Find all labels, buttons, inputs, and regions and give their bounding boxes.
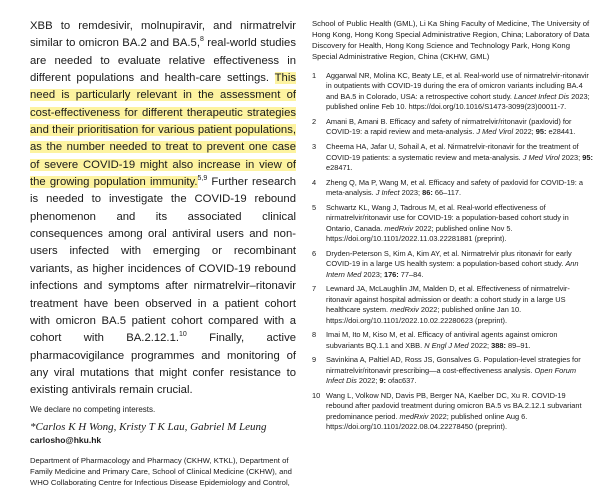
reference-journal: J Med Virol [522,152,560,162]
reference-number: 7 [312,284,317,294]
reference-journal: J Med Virol [476,127,514,137]
reference-number: 1 [312,71,317,80]
reference-list [312,71,594,433]
reference-pubinfo: 2023; published online Feb 10. https://doi.org/10.1016/S1473-3099(23)00011-7. [326,91,590,112]
body-text-2: real-world studies are needed to evaluate relative effectiveness in different populations and health-care settings. [30,37,296,85]
reference-journal: medRxiv [384,223,414,233]
reference-text: Savinkina A, Paltiel AD, Ross JS, Gonsalves G. Population-level strategies for nirmatrelvir/ritonavir prescribing—a cost-effectiveness analysis. [326,355,581,375]
reference-journal: Open Forum Infect Dis [326,365,577,386]
reference-journal: medRxiv [399,411,429,421]
author-email[interactable]: carlosho@hku.hk [30,434,102,445]
author-list: *Carlos K H Wong, Kristy T K Lau, Gabriel M Leung [30,420,267,433]
reference-pubinfo: 2022; published online Aug 6. https://doi.org/10.1101/2022.08.04.22278450 (preprint). [326,411,528,432]
citation-sup-5-9[interactable]: 5,9 [197,175,208,183]
reference-pages: e28471. [326,163,353,172]
reference-journal: N Engl J Med [424,340,469,350]
reference-text: Cheema HA, Jafar U, Sohail A, et al. Nirmatrelvir-ritonavir for the treatment of COVID-19 patients: a systematic review and meta-analysis. [326,142,579,162]
reference-pages: 77–84. [398,269,424,279]
reference-item [312,330,594,351]
reference-volume: 9: [379,376,386,386]
reference-text: Imai M, Ito M, Kiso M, et al. Efficacy of antiviral agents against omicron subvariants BQ.1.1 and XBB. [326,330,558,350]
body-text-4: Finally, active pharmacovigilance programmes and monitoring of any viral mutations that might confer resistance to existing antivirals remain crucial. [30,332,296,397]
body-text-3: Further research is needed to investigate the COVID-19 rebound phenomenon and its associated clinical consequences among oral antiviral users and non-users infected with emerging or recombinant variants, as higher incidences of COVID-19 rebound infections and symptoms after nirmatrelvir–ritonavir treatment have been observed in a patient cohort with omicron BA.5 patient cohort compared with a cohort with BA.2.12.1. [30,176,296,345]
right-column [312,18,594,437]
reference-number: 2 [312,117,317,126]
reference-pubinfo: 2022; [513,127,536,137]
body-paragraph [30,18,296,400]
reference-volume: 95: [535,127,547,137]
reference-item [312,117,594,138]
reference-number: 5 [312,202,317,212]
reference-pubinfo: 2022; published online Nov 5. https://doi.org/10.1101/2022.11.03.22281881 (preprint). [326,223,513,244]
reference-item [312,178,594,199]
reference-text: Zheng Q, Ma P, Wang M, et al. Efficacy and safety of paxlovid for COVID-19: a meta-analysis. [326,177,584,198]
affiliation-right: School of Public Health (GML), Li Ka Shing Faculty of Medicine, The University of Hong Kong, Hong Kong Special Administrative Region, China; Laboratory of Data Discovery for Health, Hong Kong Science and Technology Park, Hong Kong Special Administrative Region, China (CKHW, GML) [312,19,590,61]
reference-journal: J Infect [375,188,400,198]
reference-number: 10 [312,390,321,400]
reference-text: Wang L, Volkow ND, Davis PB, Berger NA, Kaelber DC, Xu R. COVID-19 rebound after paxlovid treatment during omicron BA.5 vs BA.2.12.1 subvariant predominance period. [326,390,582,421]
reference-text: Aggarwal NR, Molina KC, Beaty LE, et al. Real-world use of nirmatrelvir-ritonavir in outpatients with COVID-19 during the era of omicron variants including BA.4 and BA.5 in Colorado, USA: a retrospective cohort study. [326,71,589,101]
affiliation-left: Department of Pharmacology and Pharmacy (CKHW, KTKL), Department of Family Medicine and Primary Care, School of Clinical Medicine (CKHW), and WHO Collaborating Centre for Infectious Disease Epidemiology and Control, [30,455,292,487]
reference-number: 3 [312,142,317,152]
reference-item [312,391,594,433]
reference-item [312,203,594,245]
reference-item [312,71,594,113]
reference-number: 8 [312,330,317,340]
reference-volume: 86: [422,188,433,198]
reference-number: 9 [312,355,317,365]
reference-item [312,284,594,326]
reference-text: Lewnard JA, McLaughlin JM, Malden D, et al. Effectiveness of nirmatrelvir-ritonavir against hospital admission or death: a cohort study in a large US healthcare system. [326,284,570,315]
reference-pubinfo: 2022; published online Jan 10. https://doi.org/10.1101/2022.10.02.22280623 (preprint). [326,305,522,325]
body-text-1: XBB to remdesivir, molnupiravir, and nirmatrelvir similar to omicron BA.2 and BA.5, [30,20,296,50]
reference-pubinfo: 2023; [559,152,583,162]
reference-item [312,249,594,280]
highlighted-passage: This need is particularly relevant in the assessment of cost-effectiveness for different therapeutic strategies and their prioritisation for various patient populations, as the number needed to treat to prevent one case of severe COVID-19 might also increase in view of the growing population immunity. [30,72,296,189]
reference-volume: 95: [582,152,593,162]
reference-number: 4 [312,177,317,187]
reference-text: Schwartz KL, Wang J, Tadrous M, et al. Real-world effectiveness of nirmatrelvir/ritonavir use for COVID-19: a population-based cohort study in Ontario, Canada. [326,202,569,233]
reference-journal: medRxiv [390,305,419,315]
reference-volume: 176: [383,269,399,279]
citation-sup-10[interactable]: 10 [179,331,187,339]
reference-text: Amani B, Amani B. Efficacy and safety of nirmatrelvir/ritonavir (paxlovid) for COVID-19: a rapid review and meta-analysis. [326,117,572,137]
reference-pubinfo: 2023; [399,188,423,198]
reference-journal: Ann Intern Med [326,259,579,279]
reference-pages: 66–117. [432,188,462,198]
reference-pubinfo: 2022; [468,340,492,350]
reference-text: Dryden-Peterson S, Kim A, Kim AY, et al. Nirmatrelvir plus ritonavir for early COVID-19 in a large US health system: a population-based cohort study. [326,248,572,269]
reference-pages: ofac637. [386,376,417,386]
reference-item [312,355,594,386]
reference-item [312,142,594,173]
reference-pages: e28441. [546,127,576,137]
citation-sup-8[interactable]: 8 [199,36,204,44]
reference-number: 6 [312,248,317,258]
competing-interests: We declare no competing interests. [30,404,156,414]
left-column [30,18,296,488]
reference-pubinfo: 2022; [356,376,380,386]
reference-volume: 388: [491,340,506,350]
reference-pubinfo: 2023; [361,269,384,279]
reference-pages: 89–91. [505,340,531,350]
reference-journal: Lancet Infect Dis [514,91,570,101]
